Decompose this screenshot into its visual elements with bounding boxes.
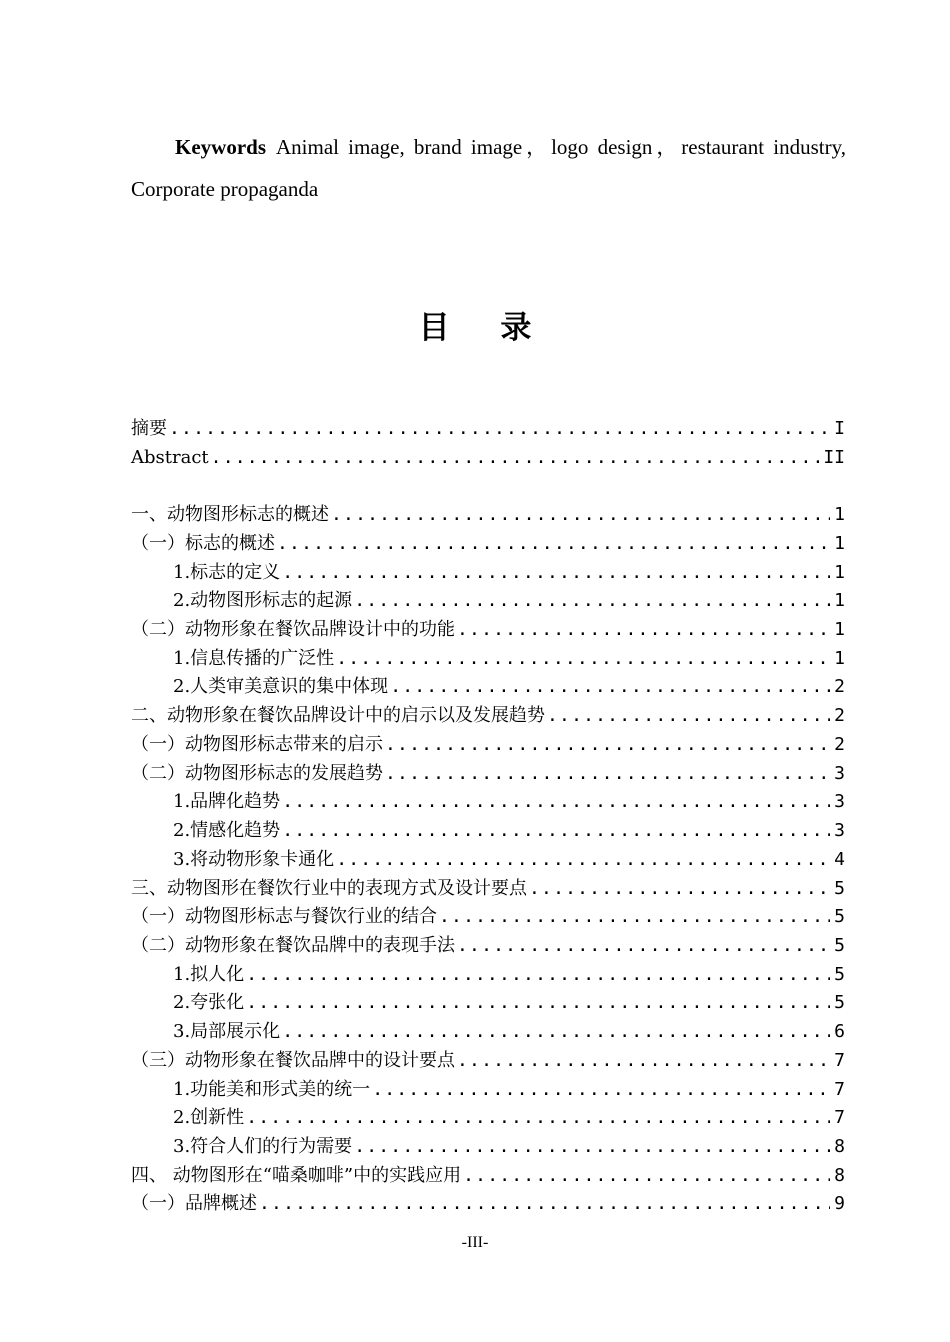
toc-dot-leader bbox=[282, 817, 830, 846]
toc-entry[interactable] bbox=[131, 1047, 845, 1076]
toc-entry-label: （三）动物形象在餐饮品牌中的设计要点 bbox=[131, 1049, 455, 1071]
toc-entry-page: 5 bbox=[834, 906, 845, 928]
toc-entry-page: 3 bbox=[834, 820, 845, 842]
toc-entry[interactable] bbox=[131, 1018, 845, 1047]
toc-entry-label: 3.局部展示化 bbox=[173, 1021, 281, 1043]
toc-entry[interactable] bbox=[131, 989, 845, 1018]
toc-entry-page: 2 bbox=[834, 733, 845, 755]
toc-entry[interactable] bbox=[131, 645, 845, 674]
keywords-paragraph bbox=[131, 126, 846, 210]
toc-entry-label: 二、动物形象在餐饮品牌设计中的启示以及发展趋势 bbox=[131, 705, 545, 727]
toc-entry-label: 2.情感化趋势 bbox=[173, 820, 281, 842]
toc-dot-leader bbox=[463, 1162, 830, 1191]
toc-entry-page: 3 bbox=[834, 791, 845, 813]
toc-entry-label: 四、 动物图形在“喵桑咖啡”中的实践应用 bbox=[131, 1164, 462, 1186]
toc-entry-label: （一）标志的概述 bbox=[131, 532, 275, 554]
toc-entry[interactable] bbox=[131, 1076, 845, 1105]
toc-entry-page: 3 bbox=[834, 762, 845, 784]
toc-dot-leader bbox=[282, 788, 830, 817]
toc-entry[interactable] bbox=[131, 961, 845, 990]
toc-dot-leader bbox=[336, 645, 830, 674]
toc-dot-leader bbox=[457, 932, 830, 961]
toc-dot-leader bbox=[336, 846, 830, 875]
toc-entry[interactable] bbox=[131, 788, 845, 817]
toc-entry-page: 7 bbox=[834, 1078, 845, 1100]
toc-dot-leader bbox=[354, 1133, 830, 1162]
toc-entry[interactable] bbox=[131, 1133, 845, 1162]
toc-entry[interactable] bbox=[131, 559, 845, 588]
toc-entry-page: 6 bbox=[834, 1021, 845, 1043]
toc-entry-label: （二）动物形象在餐饮品牌设计中的功能 bbox=[131, 619, 455, 641]
toc-dot-leader bbox=[282, 1018, 830, 1047]
toc-entry-label: 1.拟人化 bbox=[173, 963, 245, 985]
toc-entry[interactable] bbox=[131, 530, 845, 559]
table-of-contents bbox=[131, 415, 845, 1219]
toc-entry-label: 2.动物图形标志的起源 bbox=[173, 590, 353, 612]
toc-entry-page: 7 bbox=[834, 1107, 845, 1129]
toc-dot-leader bbox=[282, 559, 830, 588]
toc-entry-label: 3.符合人们的行为需要 bbox=[173, 1135, 353, 1157]
toc-entry-page: 9 bbox=[834, 1193, 845, 1215]
toc-entry-label: （二）动物形象在餐饮品牌中的表现手法 bbox=[131, 934, 455, 956]
toc-entry-label: 摘要 bbox=[131, 418, 167, 439]
toc-entry-page: 4 bbox=[834, 848, 845, 870]
toc-entry[interactable] bbox=[131, 673, 845, 702]
toc-entry-label: （二）动物图形标志的发展趋势 bbox=[131, 762, 383, 784]
toc-entry[interactable] bbox=[131, 1162, 845, 1191]
toc-entry-page: 7 bbox=[834, 1049, 845, 1071]
toc-entry-page: 1 bbox=[834, 561, 845, 583]
toc-entry[interactable] bbox=[131, 1190, 845, 1219]
toc-entry[interactable] bbox=[131, 587, 845, 616]
toc-dot-leader bbox=[390, 673, 830, 702]
toc-entry-page: 1 bbox=[834, 532, 845, 554]
toc-entry-page: 8 bbox=[834, 1135, 845, 1157]
toc-entry-label: 三、动物图形在餐饮行业中的表现方式及设计要点 bbox=[131, 877, 527, 899]
toc-entry-page: 2 bbox=[834, 676, 845, 698]
toc-entry[interactable] bbox=[131, 932, 845, 961]
toc-entry-label: （一）动物图形标志带来的启示 bbox=[131, 733, 383, 755]
keywords-text: Animal image, brand image，logo design，restaurant industry, Corporate propaganda bbox=[131, 135, 846, 201]
toc-entry[interactable] bbox=[131, 731, 845, 760]
toc-dot-leader bbox=[169, 415, 830, 444]
toc-dot-leader bbox=[277, 530, 830, 559]
toc-entry-label: 一、动物图形标志的概述 bbox=[131, 504, 329, 526]
toc-entry[interactable] bbox=[131, 702, 845, 731]
toc-dot-leader bbox=[331, 501, 830, 530]
toc-dot-leader bbox=[457, 616, 830, 645]
toc-entry[interactable] bbox=[131, 616, 845, 645]
toc-entry[interactable] bbox=[131, 1104, 845, 1133]
toc-entry-label: 1.功能美和形式美的统一 bbox=[173, 1078, 371, 1100]
toc-title: 目 录 bbox=[418, 310, 552, 346]
toc-dot-leader bbox=[246, 1104, 830, 1133]
toc-entry-page: 2 bbox=[834, 705, 845, 727]
toc-entry[interactable] bbox=[131, 415, 845, 444]
toc-entry-page: 5 bbox=[834, 877, 845, 899]
toc-dot-leader bbox=[439, 903, 830, 932]
toc-dot-leader bbox=[457, 1047, 830, 1076]
toc-entry-label: 3.将动物形象卡通化 bbox=[173, 848, 335, 870]
toc-dot-leader bbox=[529, 875, 830, 904]
toc-dot-leader bbox=[354, 587, 830, 616]
toc-entry[interactable] bbox=[131, 760, 845, 789]
keywords-label: Keywords bbox=[175, 135, 266, 159]
toc-entry-label: Abstract bbox=[131, 446, 209, 468]
toc-entry-label: 2.人类审美意识的集中体现 bbox=[173, 676, 389, 698]
toc-entry[interactable] bbox=[131, 501, 845, 530]
toc-entry-page: 8 bbox=[834, 1164, 845, 1186]
toc-entry-page: II bbox=[823, 446, 845, 468]
toc-dot-leader bbox=[259, 1190, 830, 1219]
toc-entry-label: （一）品牌概述 bbox=[131, 1193, 257, 1215]
toc-dot-leader bbox=[211, 444, 820, 473]
toc-dot-leader bbox=[246, 989, 830, 1018]
toc-dot-leader bbox=[385, 731, 830, 760]
toc-entry-label: （一）动物图形标志与餐饮行业的结合 bbox=[131, 906, 437, 928]
toc-dot-leader bbox=[385, 760, 830, 789]
page-number: -III- bbox=[461, 1234, 489, 1251]
toc-dot-leader bbox=[547, 702, 830, 731]
toc-entry-page: 5 bbox=[834, 963, 845, 985]
toc-entry-page: 1 bbox=[834, 504, 845, 526]
toc-entry-label: 1.品牌化趋势 bbox=[173, 791, 281, 813]
toc-entry[interactable] bbox=[131, 817, 845, 846]
toc-entry-page: 5 bbox=[834, 992, 845, 1014]
toc-entry-page: 1 bbox=[834, 619, 845, 641]
toc-entry-page: I bbox=[834, 418, 845, 439]
toc-entry-page: 5 bbox=[834, 934, 845, 956]
toc-entry-label: 2.创新性 bbox=[173, 1107, 245, 1129]
toc-dot-leader bbox=[246, 961, 830, 990]
toc-entry[interactable] bbox=[131, 444, 845, 473]
toc-entry-label: 1.标志的定义 bbox=[173, 561, 281, 583]
toc-entry-label: 1.信息传播的广泛性 bbox=[173, 647, 335, 669]
toc-entry[interactable] bbox=[131, 846, 845, 875]
toc-entry[interactable] bbox=[131, 903, 845, 932]
toc-entry-page: 1 bbox=[834, 590, 845, 612]
toc-entry-label: 2.夸张化 bbox=[173, 992, 245, 1014]
toc-entry[interactable] bbox=[131, 875, 845, 904]
toc-entry-page: 1 bbox=[834, 647, 845, 669]
toc-dot-leader bbox=[372, 1076, 830, 1105]
